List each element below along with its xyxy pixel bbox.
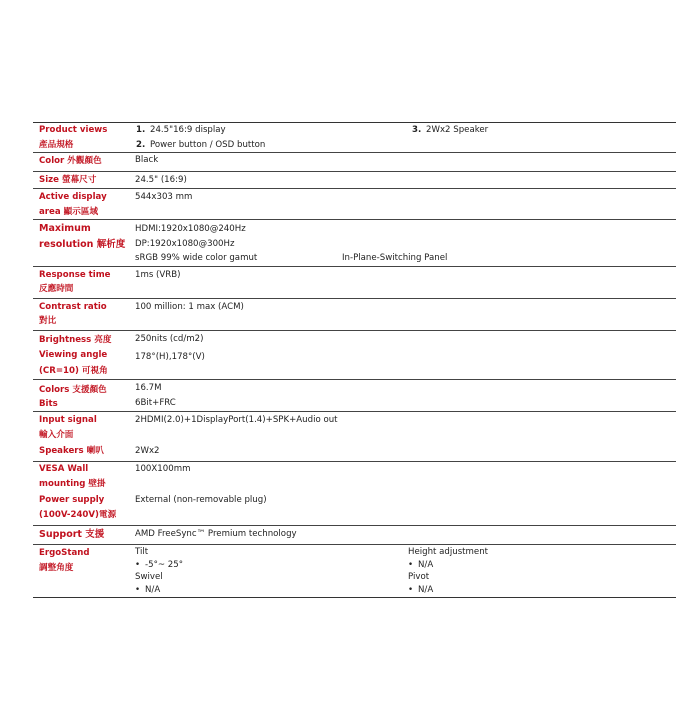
label-line: Power supply — [39, 494, 105, 505]
label-line: Response time — [39, 269, 111, 280]
value-line: 250nits (cd/m2) — [135, 333, 204, 344]
row-active-area — [33, 189, 676, 220]
value-line: External (non-removable plug) — [135, 494, 267, 505]
bullet-icon: • — [408, 584, 414, 595]
label-line: ErgoStand — [39, 548, 90, 558]
row-contrast — [33, 299, 676, 331]
bullet-icon: • — [135, 584, 141, 595]
item-number: 1. — [136, 125, 146, 135]
row-label — [33, 412, 135, 461]
label-line: Brightness 亮度 — [39, 334, 112, 345]
value-line: HDMI:1920x1080@240Hz — [135, 224, 246, 234]
label-line: Colors 支援顏色 — [39, 385, 107, 395]
row-color — [33, 153, 676, 172]
label-line: resolution 解析度 — [39, 239, 126, 250]
row-ergostand — [33, 545, 676, 597]
bullet-item — [408, 584, 488, 597]
list-item — [411, 123, 488, 138]
label-line: (100V-240V)電源 — [39, 510, 117, 520]
label-line: Viewing angle — [39, 350, 108, 360]
spec-table — [33, 122, 676, 598]
row-value: 100 million: 1 max (ACM) — [135, 301, 244, 312]
label-zh: 產品規格 — [39, 139, 74, 150]
row-label — [33, 462, 135, 525]
label-line: Contrast ratio — [39, 301, 107, 312]
value-line: Swivel — [135, 572, 163, 582]
row-value — [135, 412, 676, 461]
row-label — [33, 189, 135, 219]
item-number: 2. — [136, 139, 146, 150]
ergostand-right-column — [408, 546, 488, 596]
bullet-icon: • — [408, 559, 414, 570]
bullet-item — [135, 584, 676, 597]
row-value — [135, 220, 676, 266]
value-line: 178°(H),178°(V) — [135, 352, 205, 362]
row-label: Support 支援 — [39, 528, 105, 540]
value-text: -5°~ 25° — [145, 559, 184, 570]
item-text: Power button / OSD button — [150, 139, 266, 150]
label-line: 對比 — [39, 316, 57, 326]
value-text: N/A — [418, 584, 434, 595]
label-en: Product views — [39, 125, 108, 135]
row-value: 24.5" (16:9) — [135, 174, 187, 185]
row-size — [33, 172, 676, 190]
value-line: 2Wx2 — [135, 446, 160, 456]
row-product-views — [33, 123, 676, 153]
value-line: In-Plane-Switching Panel — [342, 253, 448, 263]
row-value — [135, 545, 676, 597]
row-label — [33, 380, 135, 411]
value-line: 100X100mm — [135, 463, 191, 474]
row-value: Black — [135, 155, 159, 165]
value-line: DP:1920x1080@300Hz — [135, 238, 235, 249]
value-text: N/A — [418, 559, 434, 570]
label-line: (CR=10) 可視角 — [39, 365, 108, 376]
row-value: AMD FreeSync™ Premium technology — [135, 528, 297, 539]
label-line: Maximum — [39, 223, 91, 234]
list-item — [135, 138, 676, 153]
item-text: 2Wx2 Speaker — [426, 125, 489, 135]
item-number: 3. — [412, 125, 422, 135]
row-label — [33, 220, 135, 266]
row-label — [33, 299, 135, 330]
row-label — [33, 331, 135, 380]
value-line: sRGB 99% wide color gamut — [135, 253, 258, 263]
label-line: Input signal — [39, 415, 97, 425]
value-text: N/A — [145, 584, 161, 595]
label-line: Speakers 喇叭 — [39, 446, 104, 456]
item-text: 24.5"16:9 display — [150, 125, 226, 135]
row-vesa-power — [33, 462, 676, 526]
row-value: 544x303 mm — [135, 192, 193, 202]
row-value — [135, 123, 676, 152]
row-label: Color 外觀顏色 — [39, 156, 102, 166]
row-label — [33, 123, 135, 152]
bullet-item — [135, 559, 676, 572]
bullet-icon: • — [135, 559, 141, 570]
label-line: mounting 壁掛 — [39, 479, 106, 489]
label-line: area 顯示區域 — [39, 206, 99, 217]
row-value — [135, 380, 676, 411]
row-max-resolution — [33, 220, 676, 267]
value-line: Pivot — [408, 572, 430, 582]
value-line: 16.7M — [135, 383, 162, 393]
value-line: Height adjustment — [408, 547, 489, 557]
label-line: Active display — [39, 192, 107, 202]
row-brightness-viewing — [33, 331, 676, 381]
value-line: Tilt — [135, 547, 149, 557]
row-value: 1ms (VRB) — [135, 269, 181, 280]
label-line: VESA Wall — [39, 463, 89, 474]
label-line: 調整角度 — [39, 562, 74, 573]
row-value — [135, 462, 676, 525]
label-line: 反應時間 — [39, 284, 74, 294]
list-item — [135, 123, 676, 138]
row-input-speakers — [33, 412, 676, 462]
bullet-item — [408, 559, 488, 572]
row-support — [33, 526, 676, 546]
row-value — [135, 331, 676, 380]
value-line: 2HDMI(2.0)+1DisplayPort(1.4)+SPK+Audio out — [135, 415, 338, 425]
row-colors — [33, 380, 676, 412]
value-line: 6Bit+FRC — [135, 397, 176, 408]
row-label: Size 螢幕尺寸 — [39, 174, 97, 185]
label-line: Bits — [39, 399, 58, 409]
label-line: 輸入介面 — [39, 429, 74, 440]
row-label — [33, 267, 135, 298]
row-response-time — [33, 267, 676, 299]
row-label — [33, 545, 135, 597]
